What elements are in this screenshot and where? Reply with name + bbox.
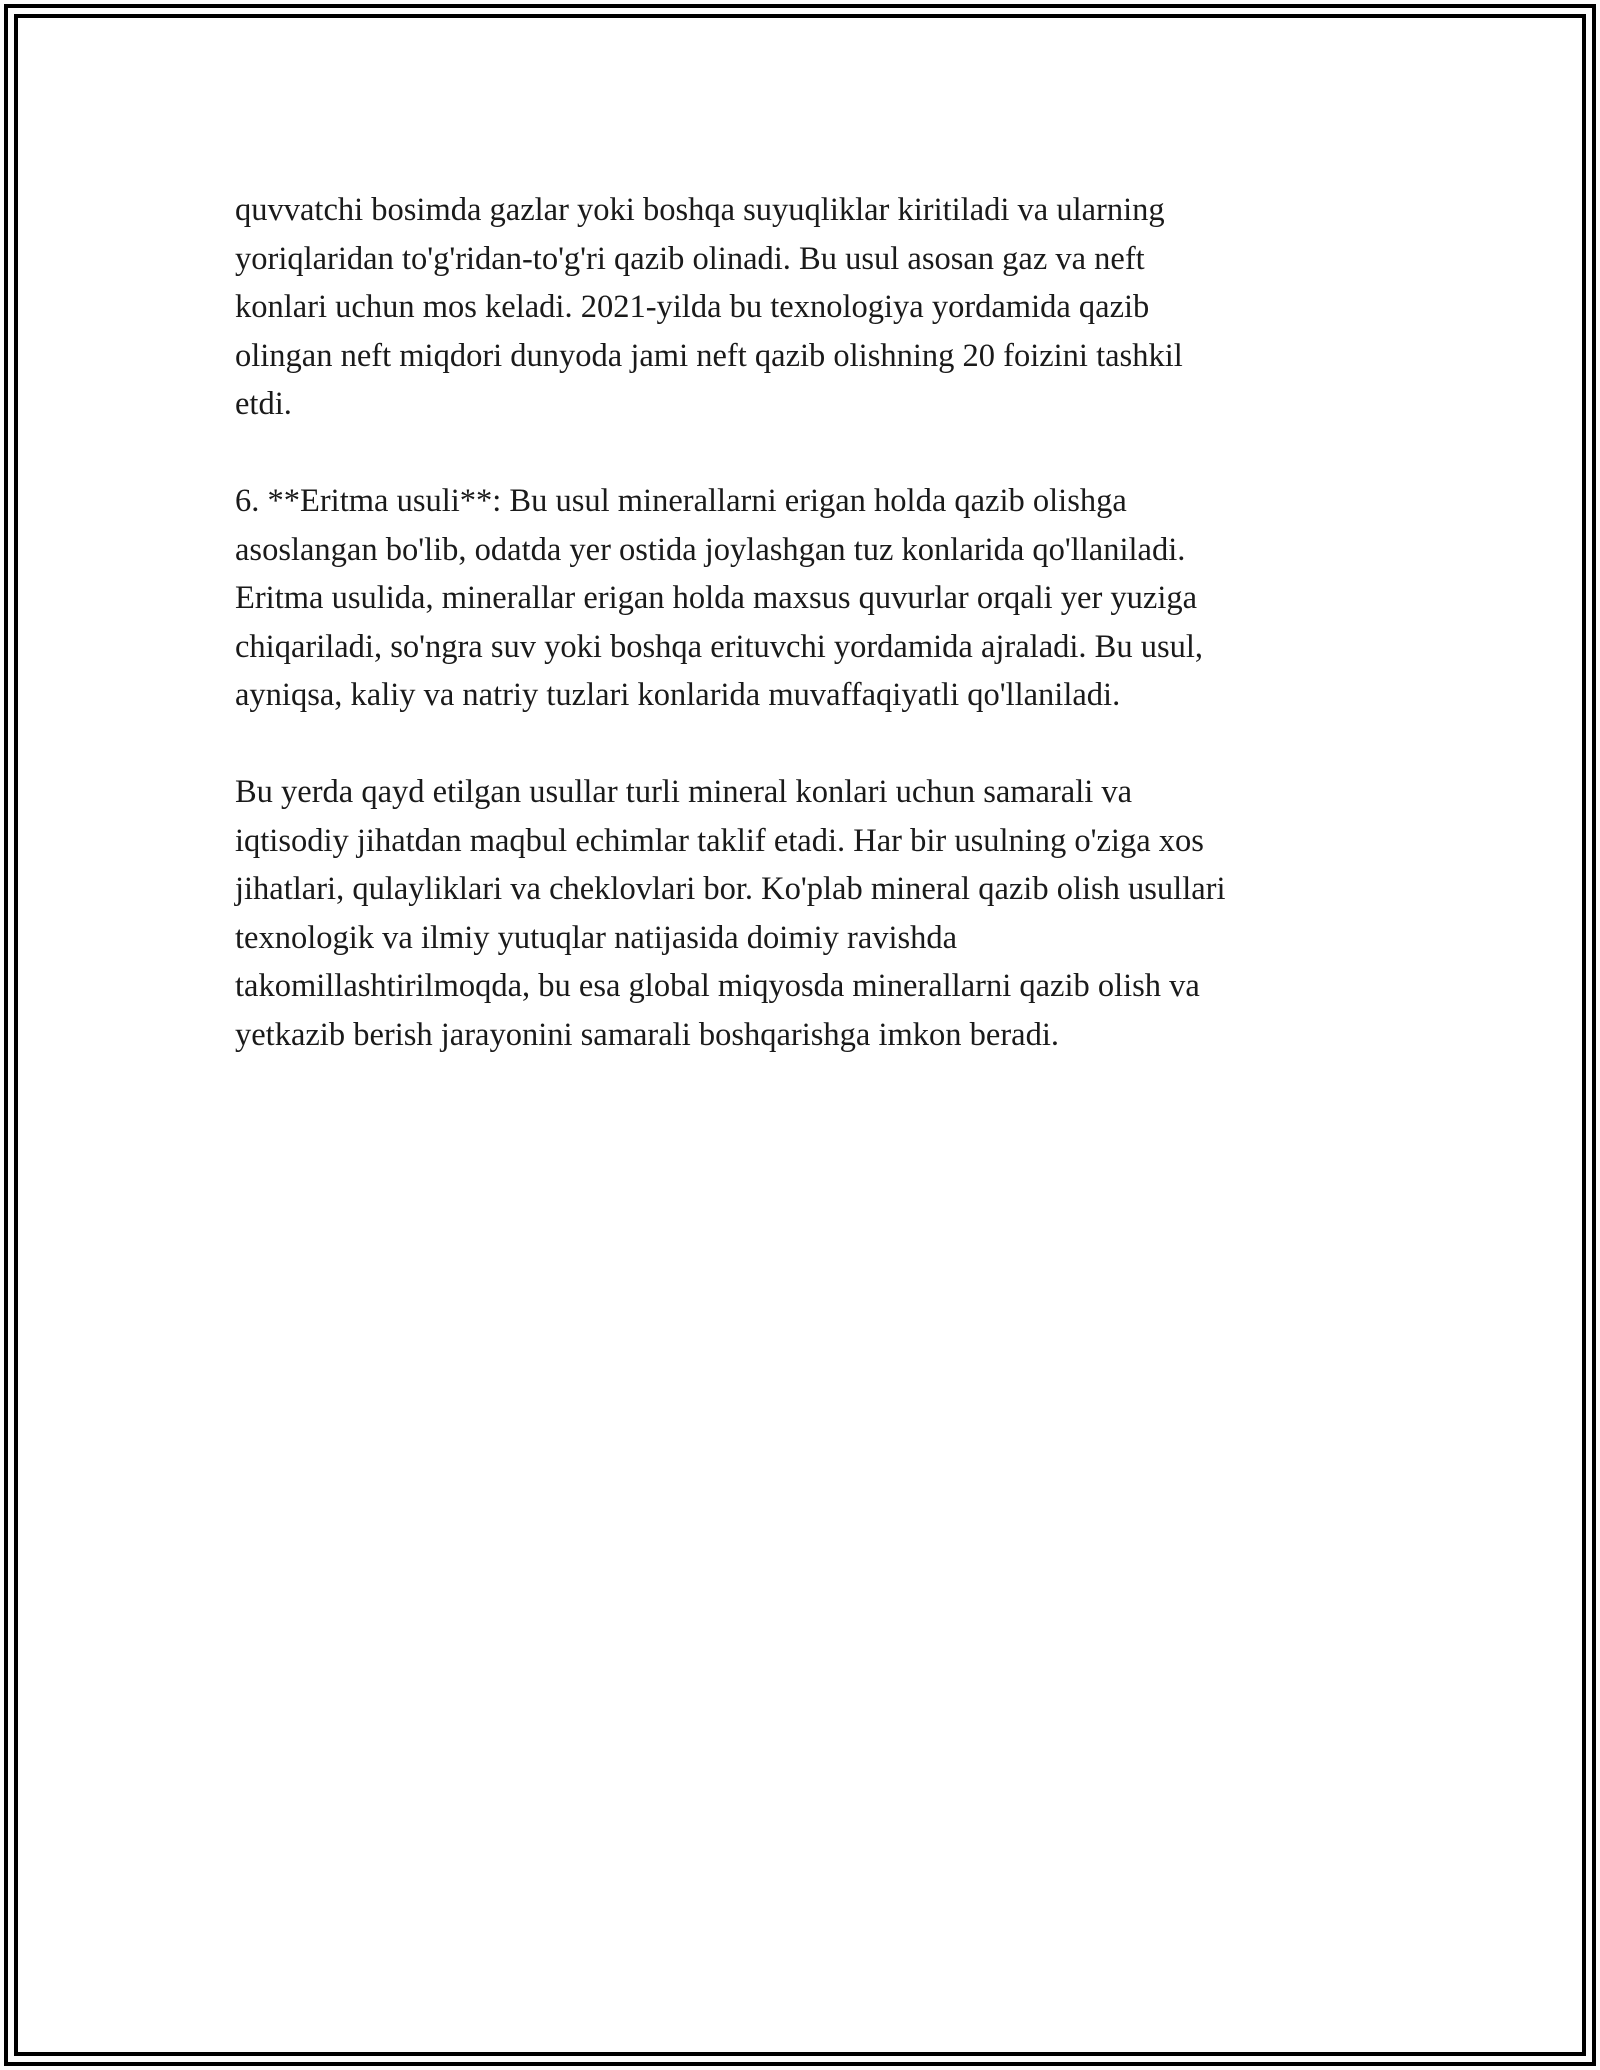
text-line: konlari uchun mos keladi. 2021-yilda bu texnologiya yordamida qazib xyxy=(235,289,1150,325)
paragraph-conclusion xyxy=(235,768,1385,1059)
text-line: ayniqsa, kaliy va natriy tuzlari konlarida muvaffaqiyatli qo'llaniladi. xyxy=(235,677,1121,713)
text-line: etdi. xyxy=(235,386,292,422)
text-line: yoriqlaridan to'g'ridan-to'g'ri qazib olinadi. Bu usul asosan gaz va neft xyxy=(235,240,1145,277)
text-line: 6. **Eritma usuli**: Bu usul minerallarni erigan holda qazib olishga xyxy=(235,483,1127,519)
text-line: takomillashtirilmoqda, bu esa global miqyosda minerallarni qazib olish va xyxy=(235,968,1200,1004)
text-line: Eritma usulida, minerallar erigan holda maxsus quvurlar orqali yer yuziga xyxy=(235,580,1198,616)
text-line: iqtisodiy jihatdan maqbul echimlar taklif etadi. Har bir usulning o'ziga xos xyxy=(235,822,1204,859)
paragraph-gas-injection-method xyxy=(235,186,1385,429)
paragraph-solution-method xyxy=(235,477,1385,720)
text-line: Bu yerda qayd etilgan usullar turli mineral konlari uchun samarali va xyxy=(235,774,1133,810)
text-line: yetkazib berish jarayonini samarali boshqarishga imkon beradi. xyxy=(235,1016,1059,1053)
document-body xyxy=(235,186,1385,1108)
text-line: texnologik va ilmiy yutuqlar natijasida doimiy ravishda xyxy=(235,919,958,956)
text-line: asoslangan bo'lib, odatda yer ostida joylashgan tuz konlarida qo'llaniladi. xyxy=(235,531,1186,568)
text-line: quvvatchi bosimda gazlar yoki boshqa suyuqliklar kiritiladi va ularning xyxy=(235,192,1165,228)
text-line: chiqariladi, so'ngra suv yoki boshqa erituvchi yordamida ajraladi. Bu usul, xyxy=(235,628,1204,665)
text-line: olingan neft miqdori dunyoda jami neft qazib olishning 20 foizini tashkil xyxy=(235,337,1183,374)
text-line: jihatlari, qulayliklari va cheklovlari bor. Ko'plab mineral qazib olish usullari xyxy=(235,871,1226,907)
